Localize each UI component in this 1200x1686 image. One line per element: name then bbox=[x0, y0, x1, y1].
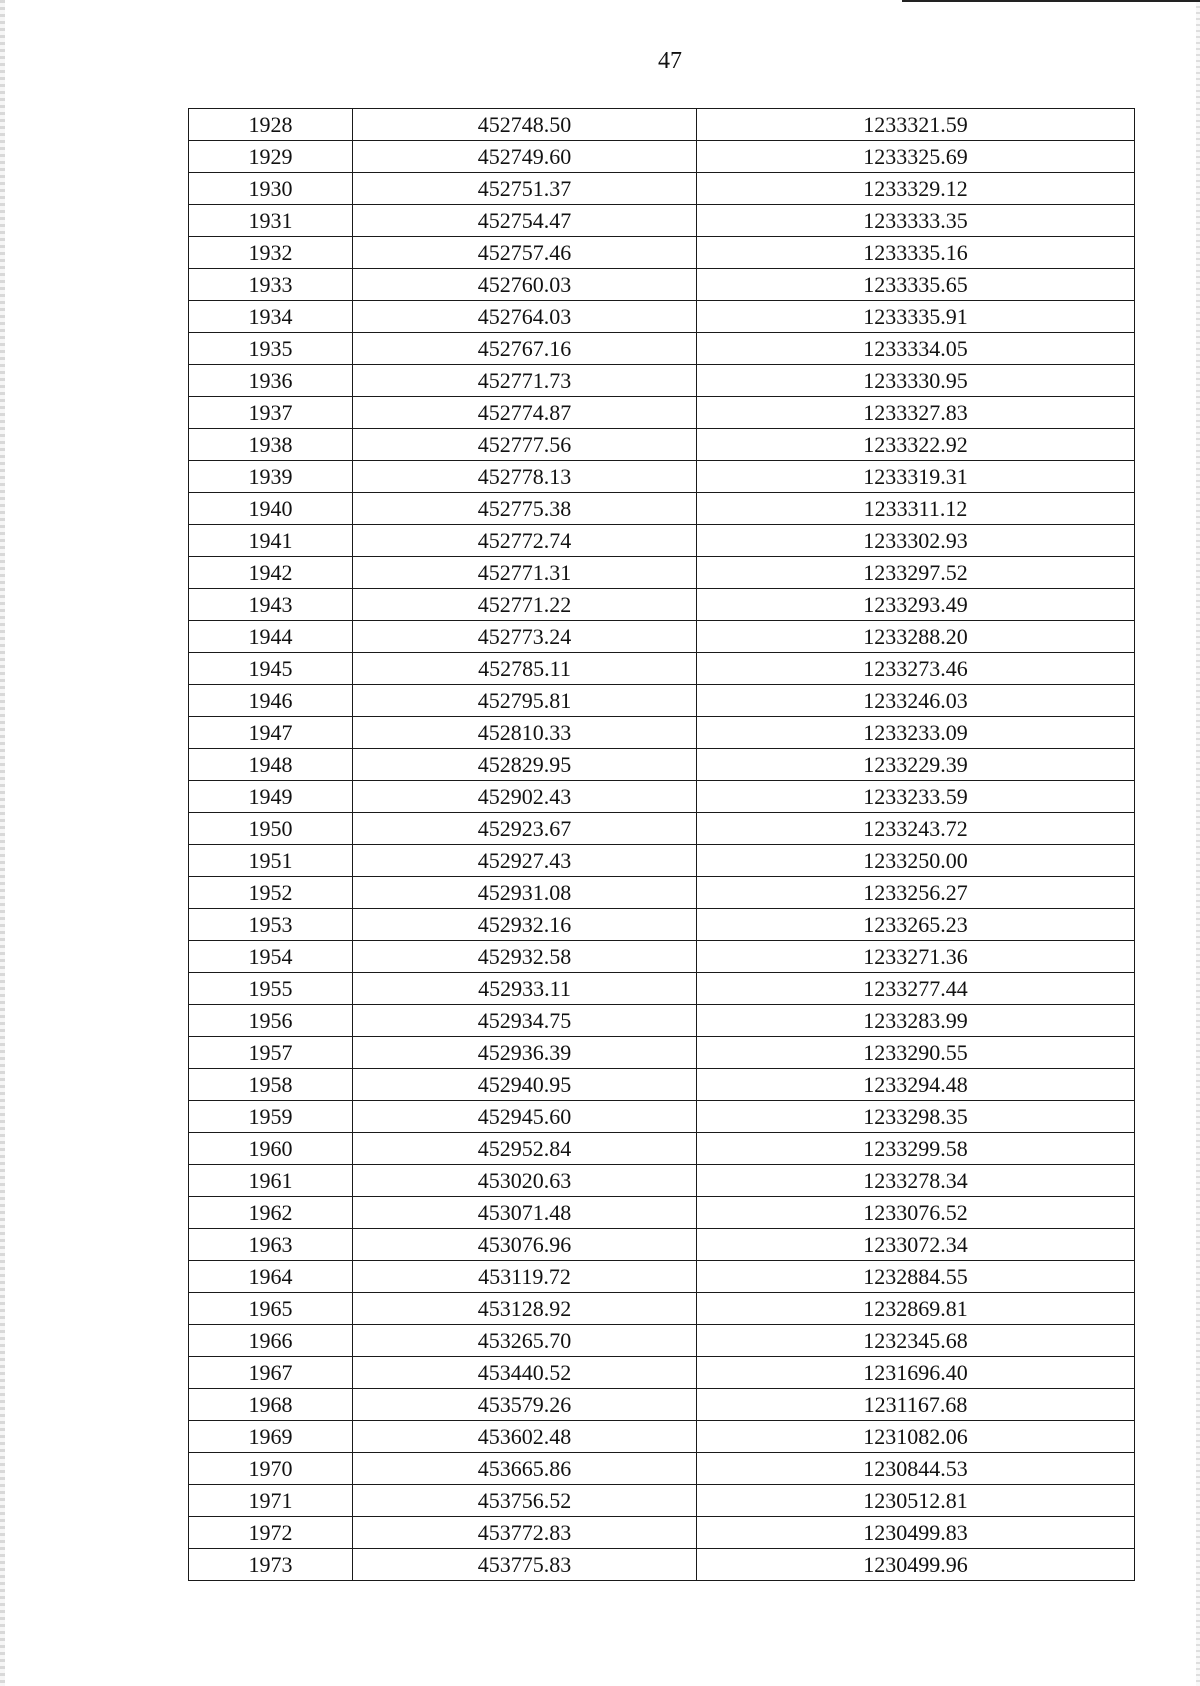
y-coordinate-cell: 1233250.00 bbox=[697, 845, 1135, 877]
table-row bbox=[189, 237, 1135, 269]
page-number-text: 47 bbox=[658, 48, 682, 74]
y-coordinate-cell: 1233076.52 bbox=[697, 1197, 1135, 1229]
y-coordinate-cell: 1232884.55 bbox=[697, 1261, 1135, 1293]
point-id-cell: 1963 bbox=[189, 1229, 353, 1261]
x-coordinate-cell: 452778.13 bbox=[353, 461, 697, 493]
x-coordinate-cell: 452764.03 bbox=[353, 301, 697, 333]
x-coordinate-cell: 453756.52 bbox=[353, 1485, 697, 1517]
y-coordinate-cell: 1230499.83 bbox=[697, 1517, 1135, 1549]
point-id-cell: 1939 bbox=[189, 461, 353, 493]
x-coordinate-cell: 453020.63 bbox=[353, 1165, 697, 1197]
point-id-cell: 1942 bbox=[189, 557, 353, 589]
y-coordinate-cell: 1233335.65 bbox=[697, 269, 1135, 301]
y-coordinate-cell: 1233330.95 bbox=[697, 365, 1135, 397]
point-id-cell: 1951 bbox=[189, 845, 353, 877]
y-coordinate-cell: 1233322.92 bbox=[697, 429, 1135, 461]
x-coordinate-cell: 452952.84 bbox=[353, 1133, 697, 1165]
x-coordinate-cell: 452748.50 bbox=[353, 109, 697, 141]
y-coordinate-cell: 1233288.20 bbox=[697, 621, 1135, 653]
scan-right-edge bbox=[1196, 0, 1200, 1686]
y-coordinate-cell: 1233256.27 bbox=[697, 877, 1135, 909]
table-row bbox=[189, 365, 1135, 397]
x-coordinate-cell: 452795.81 bbox=[353, 685, 697, 717]
table-row bbox=[189, 621, 1135, 653]
table-row bbox=[189, 1485, 1135, 1517]
point-id-cell: 1928 bbox=[189, 109, 353, 141]
table-row bbox=[189, 173, 1135, 205]
point-id-cell: 1967 bbox=[189, 1357, 353, 1389]
table-row bbox=[189, 301, 1135, 333]
table-row bbox=[189, 205, 1135, 237]
x-coordinate-cell: 452945.60 bbox=[353, 1101, 697, 1133]
x-coordinate-cell: 452751.37 bbox=[353, 173, 697, 205]
y-coordinate-cell: 1233321.59 bbox=[697, 109, 1135, 141]
x-coordinate-cell: 452934.75 bbox=[353, 1005, 697, 1037]
point-id-cell: 1970 bbox=[189, 1453, 353, 1485]
y-coordinate-cell: 1230844.53 bbox=[697, 1453, 1135, 1485]
point-id-cell: 1943 bbox=[189, 589, 353, 621]
x-coordinate-cell: 452772.74 bbox=[353, 525, 697, 557]
y-coordinate-cell: 1232869.81 bbox=[697, 1293, 1135, 1325]
table-row bbox=[189, 1133, 1135, 1165]
table-row bbox=[189, 1389, 1135, 1421]
y-coordinate-cell: 1233290.55 bbox=[697, 1037, 1135, 1069]
y-coordinate-cell: 1233273.46 bbox=[697, 653, 1135, 685]
point-id-cell: 1959 bbox=[189, 1101, 353, 1133]
point-id-cell: 1938 bbox=[189, 429, 353, 461]
x-coordinate-cell: 453071.48 bbox=[353, 1197, 697, 1229]
point-id-cell: 1947 bbox=[189, 717, 353, 749]
point-id-cell: 1930 bbox=[189, 173, 353, 205]
y-coordinate-cell: 1233297.52 bbox=[697, 557, 1135, 589]
point-id-cell: 1948 bbox=[189, 749, 353, 781]
table-row bbox=[189, 941, 1135, 973]
x-coordinate-cell: 452754.47 bbox=[353, 205, 697, 237]
table-row bbox=[189, 109, 1135, 141]
point-id-cell: 1956 bbox=[189, 1005, 353, 1037]
coordinates-table bbox=[188, 108, 1135, 1581]
point-id-cell: 1966 bbox=[189, 1325, 353, 1357]
y-coordinate-cell: 1233335.16 bbox=[697, 237, 1135, 269]
table-row bbox=[189, 1037, 1135, 1069]
point-id-cell: 1960 bbox=[189, 1133, 353, 1165]
y-coordinate-cell: 1233325.69 bbox=[697, 141, 1135, 173]
y-coordinate-cell: 1233229.39 bbox=[697, 749, 1135, 781]
x-coordinate-cell: 452757.46 bbox=[353, 237, 697, 269]
x-coordinate-cell: 452771.22 bbox=[353, 589, 697, 621]
table-row bbox=[189, 781, 1135, 813]
x-coordinate-cell: 453665.86 bbox=[353, 1453, 697, 1485]
table-row bbox=[189, 685, 1135, 717]
x-coordinate-cell: 452927.43 bbox=[353, 845, 697, 877]
table-row bbox=[189, 749, 1135, 781]
y-coordinate-cell: 1233311.12 bbox=[697, 493, 1135, 525]
x-coordinate-cell: 453119.72 bbox=[353, 1261, 697, 1293]
table-row bbox=[189, 653, 1135, 685]
y-coordinate-cell: 1233233.59 bbox=[697, 781, 1135, 813]
table-body bbox=[189, 109, 1135, 1581]
y-coordinate-cell: 1232345.68 bbox=[697, 1325, 1135, 1357]
x-coordinate-cell: 452771.73 bbox=[353, 365, 697, 397]
table-row bbox=[189, 813, 1135, 845]
y-coordinate-cell: 1233334.05 bbox=[697, 333, 1135, 365]
x-coordinate-cell: 453602.48 bbox=[353, 1421, 697, 1453]
table-row bbox=[189, 909, 1135, 941]
table-row bbox=[189, 845, 1135, 877]
point-id-cell: 1933 bbox=[189, 269, 353, 301]
x-coordinate-cell: 452931.08 bbox=[353, 877, 697, 909]
table-row bbox=[189, 1517, 1135, 1549]
x-coordinate-cell: 453440.52 bbox=[353, 1357, 697, 1389]
x-coordinate-cell: 452773.24 bbox=[353, 621, 697, 653]
table-row bbox=[189, 333, 1135, 365]
table-row bbox=[189, 973, 1135, 1005]
point-id-cell: 1932 bbox=[189, 237, 353, 269]
x-coordinate-cell: 452767.16 bbox=[353, 333, 697, 365]
table-row bbox=[189, 493, 1135, 525]
y-coordinate-cell: 1233302.93 bbox=[697, 525, 1135, 557]
x-coordinate-cell: 453775.83 bbox=[353, 1549, 697, 1581]
x-coordinate-cell: 452777.56 bbox=[353, 429, 697, 461]
point-id-cell: 1949 bbox=[189, 781, 353, 813]
table-row bbox=[189, 1549, 1135, 1581]
point-id-cell: 1962 bbox=[189, 1197, 353, 1229]
y-coordinate-cell: 1233246.03 bbox=[697, 685, 1135, 717]
table-row bbox=[189, 1293, 1135, 1325]
x-coordinate-cell: 452771.31 bbox=[353, 557, 697, 589]
x-coordinate-cell: 452923.67 bbox=[353, 813, 697, 845]
table-row bbox=[189, 141, 1135, 173]
y-coordinate-cell: 1233278.34 bbox=[697, 1165, 1135, 1197]
x-coordinate-cell: 453265.70 bbox=[353, 1325, 697, 1357]
point-id-cell: 1937 bbox=[189, 397, 353, 429]
table-row bbox=[189, 877, 1135, 909]
point-id-cell: 1961 bbox=[189, 1165, 353, 1197]
point-id-cell: 1929 bbox=[189, 141, 353, 173]
table-row bbox=[189, 397, 1135, 429]
table-row bbox=[189, 429, 1135, 461]
x-coordinate-cell: 452933.11 bbox=[353, 973, 697, 1005]
x-coordinate-cell: 452749.60 bbox=[353, 141, 697, 173]
table-row bbox=[189, 717, 1135, 749]
y-coordinate-cell: 1233333.35 bbox=[697, 205, 1135, 237]
point-id-cell: 1972 bbox=[189, 1517, 353, 1549]
point-id-cell: 1955 bbox=[189, 973, 353, 1005]
y-coordinate-cell: 1233243.72 bbox=[697, 813, 1135, 845]
point-id-cell: 1971 bbox=[189, 1485, 353, 1517]
y-coordinate-cell: 1230512.81 bbox=[697, 1485, 1135, 1517]
point-id-cell: 1969 bbox=[189, 1421, 353, 1453]
y-coordinate-cell: 1233329.12 bbox=[697, 173, 1135, 205]
y-coordinate-cell: 1233072.34 bbox=[697, 1229, 1135, 1261]
point-id-cell: 1931 bbox=[189, 205, 353, 237]
table-row bbox=[189, 525, 1135, 557]
x-coordinate-cell: 452760.03 bbox=[353, 269, 697, 301]
scan-left-edge bbox=[0, 0, 5, 1686]
point-id-cell: 1954 bbox=[189, 941, 353, 973]
point-id-cell: 1965 bbox=[189, 1293, 353, 1325]
x-coordinate-cell: 452932.16 bbox=[353, 909, 697, 941]
top-rule bbox=[902, 0, 1200, 2]
point-id-cell: 1964 bbox=[189, 1261, 353, 1293]
y-coordinate-cell: 1230499.96 bbox=[697, 1549, 1135, 1581]
y-coordinate-cell: 1233298.35 bbox=[697, 1101, 1135, 1133]
x-coordinate-cell: 452810.33 bbox=[353, 717, 697, 749]
table-row bbox=[189, 589, 1135, 621]
y-coordinate-cell: 1233294.48 bbox=[697, 1069, 1135, 1101]
table-row bbox=[189, 557, 1135, 589]
table-row bbox=[189, 269, 1135, 301]
page-number bbox=[0, 48, 1200, 75]
x-coordinate-cell: 453128.92 bbox=[353, 1293, 697, 1325]
table-row bbox=[189, 1325, 1135, 1357]
y-coordinate-cell: 1233277.44 bbox=[697, 973, 1135, 1005]
x-coordinate-cell: 452936.39 bbox=[353, 1037, 697, 1069]
x-coordinate-cell: 452902.43 bbox=[353, 781, 697, 813]
point-id-cell: 1968 bbox=[189, 1389, 353, 1421]
point-id-cell: 1973 bbox=[189, 1549, 353, 1581]
table-row bbox=[189, 1197, 1135, 1229]
point-id-cell: 1950 bbox=[189, 813, 353, 845]
point-id-cell: 1957 bbox=[189, 1037, 353, 1069]
table-row bbox=[189, 461, 1135, 493]
x-coordinate-cell: 453579.26 bbox=[353, 1389, 697, 1421]
table-row bbox=[189, 1357, 1135, 1389]
table-row bbox=[189, 1069, 1135, 1101]
y-coordinate-cell: 1231167.68 bbox=[697, 1389, 1135, 1421]
x-coordinate-cell: 452775.38 bbox=[353, 493, 697, 525]
table-row bbox=[189, 1453, 1135, 1485]
y-coordinate-cell: 1233319.31 bbox=[697, 461, 1135, 493]
x-coordinate-cell: 452932.58 bbox=[353, 941, 697, 973]
point-id-cell: 1940 bbox=[189, 493, 353, 525]
point-id-cell: 1941 bbox=[189, 525, 353, 557]
table-row bbox=[189, 1165, 1135, 1197]
point-id-cell: 1958 bbox=[189, 1069, 353, 1101]
y-coordinate-cell: 1233327.83 bbox=[697, 397, 1135, 429]
point-id-cell: 1945 bbox=[189, 653, 353, 685]
table-row bbox=[189, 1261, 1135, 1293]
x-coordinate-cell: 452785.11 bbox=[353, 653, 697, 685]
y-coordinate-cell: 1231082.06 bbox=[697, 1421, 1135, 1453]
point-id-cell: 1935 bbox=[189, 333, 353, 365]
x-coordinate-cell: 452774.87 bbox=[353, 397, 697, 429]
point-id-cell: 1952 bbox=[189, 877, 353, 909]
y-coordinate-cell: 1233293.49 bbox=[697, 589, 1135, 621]
table-row bbox=[189, 1005, 1135, 1037]
x-coordinate-cell: 453076.96 bbox=[353, 1229, 697, 1261]
point-id-cell: 1944 bbox=[189, 621, 353, 653]
point-id-cell: 1953 bbox=[189, 909, 353, 941]
x-coordinate-cell: 453772.83 bbox=[353, 1517, 697, 1549]
x-coordinate-cell: 452940.95 bbox=[353, 1069, 697, 1101]
y-coordinate-cell: 1233265.23 bbox=[697, 909, 1135, 941]
table-row bbox=[189, 1421, 1135, 1453]
point-id-cell: 1946 bbox=[189, 685, 353, 717]
y-coordinate-cell: 1233283.99 bbox=[697, 1005, 1135, 1037]
y-coordinate-cell: 1233233.09 bbox=[697, 717, 1135, 749]
y-coordinate-cell: 1231696.40 bbox=[697, 1357, 1135, 1389]
x-coordinate-cell: 452829.95 bbox=[353, 749, 697, 781]
point-id-cell: 1936 bbox=[189, 365, 353, 397]
y-coordinate-cell: 1233271.36 bbox=[697, 941, 1135, 973]
point-id-cell: 1934 bbox=[189, 301, 353, 333]
y-coordinate-cell: 1233299.58 bbox=[697, 1133, 1135, 1165]
y-coordinate-cell: 1233335.91 bbox=[697, 301, 1135, 333]
table-row bbox=[189, 1229, 1135, 1261]
table-row bbox=[189, 1101, 1135, 1133]
